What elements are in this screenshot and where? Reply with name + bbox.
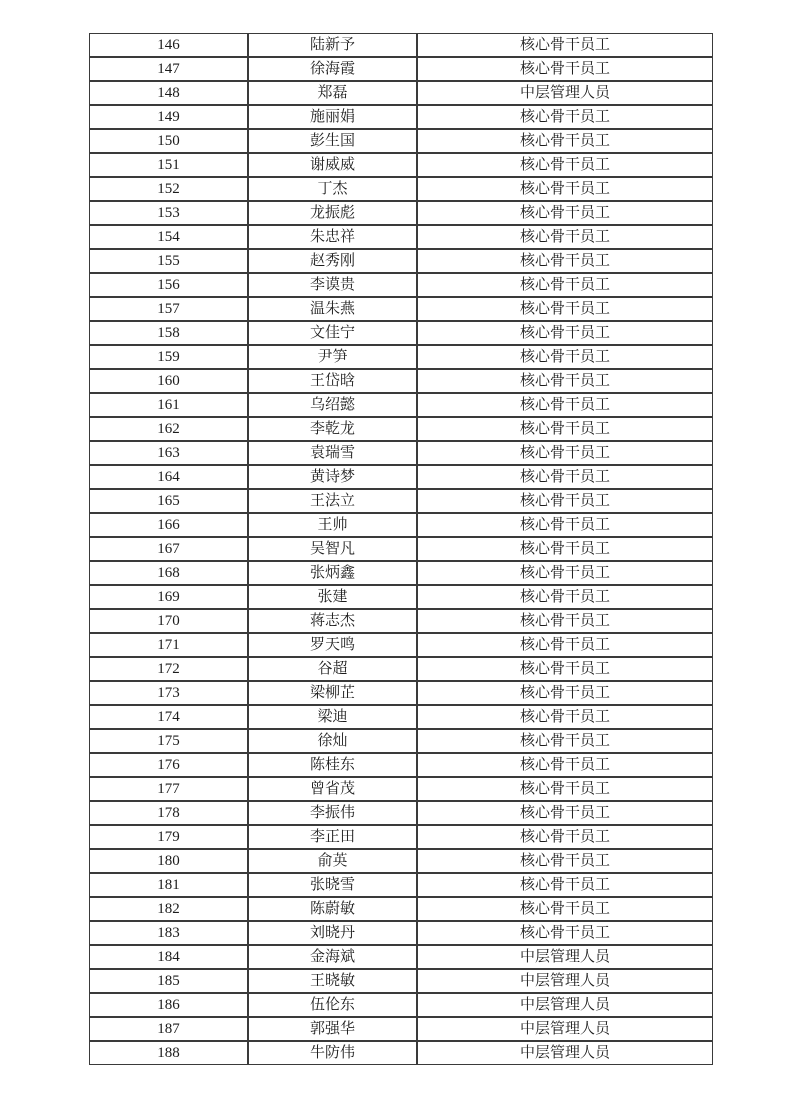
table-row <box>89 273 713 297</box>
employee-category-cell: 核心骨干员工 <box>417 705 713 729</box>
serial-number-cell: 160 <box>89 369 248 393</box>
table-row <box>89 105 713 129</box>
serial-number-cell: 166 <box>89 513 248 537</box>
employee-category-cell: 中层管理人员 <box>417 81 713 105</box>
employee-name-cell: 郑磊 <box>248 81 417 105</box>
table-row <box>89 201 713 225</box>
serial-number-cell: 168 <box>89 561 248 585</box>
table-row <box>89 81 713 105</box>
table-row <box>89 609 713 633</box>
employee-name-cell: 徐灿 <box>248 729 417 753</box>
employee-name-cell: 梁柳芷 <box>248 681 417 705</box>
table-row <box>89 873 713 897</box>
serial-number-cell: 154 <box>89 225 248 249</box>
table-row <box>89 225 713 249</box>
table-row <box>89 369 713 393</box>
table-row <box>89 849 713 873</box>
employee-name-cell: 文佳宁 <box>248 321 417 345</box>
serial-number-cell: 152 <box>89 177 248 201</box>
employee-name-cell: 施丽娟 <box>248 105 417 129</box>
employee-category-cell: 中层管理人员 <box>417 969 713 993</box>
serial-number-cell: 174 <box>89 705 248 729</box>
table-row <box>89 537 713 561</box>
serial-number-cell: 171 <box>89 633 248 657</box>
employee-name-cell: 王帅 <box>248 513 417 537</box>
employee-category-cell: 核心骨干员工 <box>417 849 713 873</box>
employee-name-cell: 伍伦东 <box>248 993 417 1017</box>
table-row <box>89 585 713 609</box>
serial-number-cell: 159 <box>89 345 248 369</box>
employee-name-cell: 陈蔚敏 <box>248 897 417 921</box>
employee-name-cell: 王岱晗 <box>248 369 417 393</box>
serial-number-cell: 183 <box>89 921 248 945</box>
employee-category-cell: 核心骨干员工 <box>417 633 713 657</box>
employee-category-cell: 核心骨干员工 <box>417 609 713 633</box>
employee-category-cell: 核心骨干员工 <box>417 105 713 129</box>
employee-name-cell: 袁瑞雪 <box>248 441 417 465</box>
serial-number-cell: 162 <box>89 417 248 441</box>
employee-category-cell: 核心骨干员工 <box>417 753 713 777</box>
employee-category-cell: 核心骨干员工 <box>417 153 713 177</box>
employee-name-cell: 谷超 <box>248 657 417 681</box>
table-row <box>89 753 713 777</box>
serial-number-cell: 157 <box>89 297 248 321</box>
serial-number-cell: 164 <box>89 465 248 489</box>
employee-name-cell: 陆新予 <box>248 33 417 57</box>
serial-number-cell: 161 <box>89 393 248 417</box>
employee-category-cell: 核心骨干员工 <box>417 297 713 321</box>
serial-number-cell: 187 <box>89 1017 248 1041</box>
table-row <box>89 465 713 489</box>
table-row <box>89 945 713 969</box>
employee-name-cell: 张建 <box>248 585 417 609</box>
serial-number-cell: 180 <box>89 849 248 873</box>
employee-name-cell: 罗天鸣 <box>248 633 417 657</box>
serial-number-cell: 151 <box>89 153 248 177</box>
table-row <box>89 729 713 753</box>
employee-roster-body <box>89 33 713 1065</box>
serial-number-cell: 165 <box>89 489 248 513</box>
serial-number-cell: 182 <box>89 897 248 921</box>
serial-number-cell: 163 <box>89 441 248 465</box>
employee-category-cell: 核心骨干员工 <box>417 417 713 441</box>
serial-number-cell: 172 <box>89 657 248 681</box>
table-row <box>89 705 713 729</box>
table-row <box>89 1041 713 1065</box>
employee-name-cell: 梁迪 <box>248 705 417 729</box>
employee-category-cell: 核心骨干员工 <box>417 777 713 801</box>
employee-name-cell: 郭强华 <box>248 1017 417 1041</box>
employee-name-cell: 赵秀刚 <box>248 249 417 273</box>
employee-category-cell: 核心骨干员工 <box>417 33 713 57</box>
table-row <box>89 681 713 705</box>
serial-number-cell: 149 <box>89 105 248 129</box>
employee-name-cell: 张炳鑫 <box>248 561 417 585</box>
serial-number-cell: 170 <box>89 609 248 633</box>
table-row <box>89 297 713 321</box>
employee-name-cell: 温朱燕 <box>248 297 417 321</box>
employee-category-cell: 核心骨干员工 <box>417 441 713 465</box>
table-row <box>89 441 713 465</box>
employee-name-cell: 李乾龙 <box>248 417 417 441</box>
serial-number-cell: 156 <box>89 273 248 297</box>
serial-number-cell: 167 <box>89 537 248 561</box>
employee-category-cell: 核心骨干员工 <box>417 537 713 561</box>
table-row <box>89 897 713 921</box>
employee-category-cell: 核心骨干员工 <box>417 681 713 705</box>
serial-number-cell: 148 <box>89 81 248 105</box>
serial-number-cell: 188 <box>89 1041 248 1065</box>
table-row <box>89 657 713 681</box>
table-row <box>89 801 713 825</box>
employee-name-cell: 张晓雪 <box>248 873 417 897</box>
serial-number-cell: 158 <box>89 321 248 345</box>
serial-number-cell: 178 <box>89 801 248 825</box>
employee-name-cell: 王法立 <box>248 489 417 513</box>
serial-number-cell: 150 <box>89 129 248 153</box>
table-row <box>89 777 713 801</box>
employee-category-cell: 核心骨干员工 <box>417 585 713 609</box>
employee-name-cell: 丁杰 <box>248 177 417 201</box>
employee-category-cell: 核心骨干员工 <box>417 129 713 153</box>
employee-roster-table <box>89 33 713 1065</box>
employee-category-cell: 中层管理人员 <box>417 1041 713 1065</box>
table-row <box>89 1017 713 1041</box>
employee-name-cell: 俞英 <box>248 849 417 873</box>
employee-name-cell: 彭生国 <box>248 129 417 153</box>
table-row <box>89 249 713 273</box>
table-row <box>89 177 713 201</box>
table-row <box>89 561 713 585</box>
employee-category-cell: 核心骨干员工 <box>417 201 713 225</box>
employee-name-cell: 刘晓丹 <box>248 921 417 945</box>
serial-number-cell: 186 <box>89 993 248 1017</box>
serial-number-cell: 179 <box>89 825 248 849</box>
serial-number-cell: 181 <box>89 873 248 897</box>
employee-category-cell: 核心骨干员工 <box>417 369 713 393</box>
table-row <box>89 489 713 513</box>
employee-name-cell: 谢威威 <box>248 153 417 177</box>
serial-number-cell: 176 <box>89 753 248 777</box>
employee-category-cell: 核心骨干员工 <box>417 657 713 681</box>
employee-category-cell: 中层管理人员 <box>417 993 713 1017</box>
employee-name-cell: 李振伟 <box>248 801 417 825</box>
serial-number-cell: 147 <box>89 57 248 81</box>
employee-category-cell: 核心骨干员工 <box>417 801 713 825</box>
serial-number-cell: 184 <box>89 945 248 969</box>
serial-number-cell: 185 <box>89 969 248 993</box>
table-row <box>89 153 713 177</box>
employee-name-cell: 陈桂东 <box>248 753 417 777</box>
serial-number-cell: 146 <box>89 33 248 57</box>
table-row <box>89 513 713 537</box>
employee-category-cell: 中层管理人员 <box>417 945 713 969</box>
table-row <box>89 393 713 417</box>
employee-name-cell: 黄诗梦 <box>248 465 417 489</box>
employee-category-cell: 核心骨干员工 <box>417 561 713 585</box>
table-row <box>89 969 713 993</box>
employee-category-cell: 核心骨干员工 <box>417 825 713 849</box>
employee-name-cell: 乌绍懿 <box>248 393 417 417</box>
employee-name-cell: 金海斌 <box>248 945 417 969</box>
serial-number-cell: 169 <box>89 585 248 609</box>
table-row <box>89 417 713 441</box>
serial-number-cell: 173 <box>89 681 248 705</box>
employee-name-cell: 尹笋 <box>248 345 417 369</box>
employee-category-cell: 核心骨干员工 <box>417 921 713 945</box>
table-row <box>89 633 713 657</box>
employee-category-cell: 中层管理人员 <box>417 1017 713 1041</box>
employee-category-cell: 核心骨干员工 <box>417 249 713 273</box>
table-row <box>89 993 713 1017</box>
employee-category-cell: 核心骨干员工 <box>417 321 713 345</box>
serial-number-cell: 155 <box>89 249 248 273</box>
serial-number-cell: 153 <box>89 201 248 225</box>
serial-number-cell: 177 <box>89 777 248 801</box>
employee-category-cell: 核心骨干员工 <box>417 177 713 201</box>
employee-category-cell: 核心骨干员工 <box>417 273 713 297</box>
table-row <box>89 321 713 345</box>
employee-category-cell: 核心骨干员工 <box>417 489 713 513</box>
employee-category-cell: 核心骨干员工 <box>417 57 713 81</box>
employee-name-cell: 蒋志杰 <box>248 609 417 633</box>
employee-name-cell: 曾省茂 <box>248 777 417 801</box>
table-row <box>89 921 713 945</box>
table-row <box>89 129 713 153</box>
employee-category-cell: 核心骨干员工 <box>417 393 713 417</box>
employee-name-cell: 李正田 <box>248 825 417 849</box>
table-row <box>89 345 713 369</box>
employee-name-cell: 王晓敏 <box>248 969 417 993</box>
employee-category-cell: 核心骨干员工 <box>417 345 713 369</box>
employee-name-cell: 朱忠祥 <box>248 225 417 249</box>
employee-name-cell: 吴智凡 <box>248 537 417 561</box>
employee-category-cell: 核心骨干员工 <box>417 873 713 897</box>
serial-number-cell: 175 <box>89 729 248 753</box>
employee-category-cell: 核心骨干员工 <box>417 513 713 537</box>
employee-name-cell: 徐海霞 <box>248 57 417 81</box>
table-row <box>89 825 713 849</box>
employee-category-cell: 核心骨干员工 <box>417 729 713 753</box>
table-row <box>89 33 713 57</box>
employee-name-cell: 牛防伟 <box>248 1041 417 1065</box>
employee-category-cell: 核心骨干员工 <box>417 225 713 249</box>
employee-category-cell: 核心骨干员工 <box>417 465 713 489</box>
employee-category-cell: 核心骨干员工 <box>417 897 713 921</box>
employee-name-cell: 李谟贵 <box>248 273 417 297</box>
table-row <box>89 57 713 81</box>
employee-name-cell: 龙振彪 <box>248 201 417 225</box>
